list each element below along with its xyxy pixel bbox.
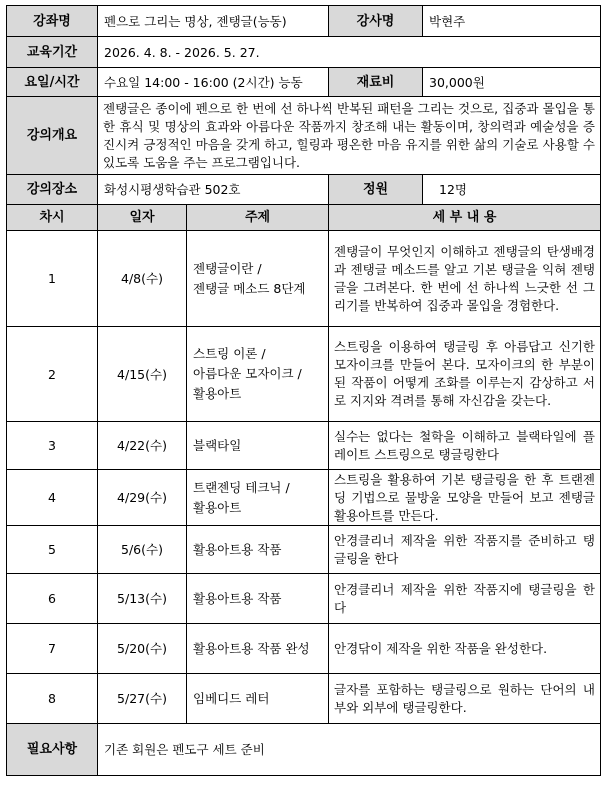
capacity-label: 정원 [329,175,423,205]
session-topic [187,422,329,470]
session-header: 차시 [7,205,98,231]
venue-row [7,175,601,205]
session-date: 4/15(수) [98,327,187,422]
course-info-table [6,5,601,776]
topic-header: 주제 [187,205,329,231]
schedule-row [7,624,601,674]
topic-line: 젠탱글 메소드 8단계 [193,280,306,296]
session-date: 4/29(수) [98,470,187,526]
session-detail: 스트링을 이용하여 탱글링 후 아름답고 신기한 모자이크를 만들어 본다. 모자이크의 한 부분이 된 작품이 어떻게 조화를 이루는지 감상하고 서로 지지와 격려를 통해 자신감을 갖는다. [329,327,601,422]
topic-line: 활용아트용 작품 [193,541,282,557]
schedule-row [7,327,601,422]
overview-row [7,97,601,175]
date-header: 일자 [98,205,187,231]
schedule-row [7,470,601,526]
schedule-row [7,422,601,470]
session-detail: 실수는 없다는 철학을 이해하고 블랙타일에 플레이트 스트링으로 탱글링한다 [329,422,601,470]
session-detail: 젠탱글이 무엇인지 이해하고 젠탱글의 탄생배경과 젠탱글 메소드를 알고 기본 탱글을 익혀 젠탱글을 그려본다. 한 번에 선 하나씩 느긋한 선 그리기를 반복하여 집중과 몰입을 경험한다. [329,231,601,327]
schedule-row [7,674,601,724]
course-name-label: 강좌명 [7,6,98,37]
session-topic [187,470,329,526]
topic-line: 임베디드 레터 [193,690,270,706]
course-plan-document [6,5,600,776]
venue-label: 강의장소 [7,175,98,205]
session-number: 1 [7,231,98,327]
session-number: 4 [7,470,98,526]
overview-text: 젠탱글은 종이에 펜으로 한 번에 선 하나씩 반복된 패턴을 그리는 것으로, 집중과 몰입을 통한 휴식 및 명상의 효과와 아름다운 작품까지 창조해 내는 활동이며, 창의력과 예술성을 증진시켜 긍정적인 마음을 갖게 하고, 힐링과 평온한 마음 유지를 위한 삶의 기술로 사용할 수 있도록 도움을 주는 프로그램입니다. [98,97,601,175]
instructor-label: 강사명 [329,6,423,37]
detail-header: 세 부 내 용 [329,205,601,231]
topic-line: 활용아트 [193,386,242,401]
requirements-text: 기존 회원은 펜도구 세트 준비 [98,724,601,776]
topic-line: 아름다운 모자이크 / [193,366,302,381]
topic-line: 스트링 이론 / [193,346,266,361]
session-topic [187,574,329,624]
time-label: 요일/시간 [7,68,98,97]
schedule-row [7,231,601,327]
session-date: 5/27(수) [98,674,187,724]
session-topic [187,674,329,724]
session-number: 7 [7,624,98,674]
session-date: 5/20(수) [98,624,187,674]
session-detail: 안경닦이 제작을 위한 작품을 완성한다. [329,624,601,674]
session-number: 6 [7,574,98,624]
session-number: 8 [7,674,98,724]
session-date: 5/13(수) [98,574,187,624]
period-row [7,37,601,68]
topic-line: 트랜젠딩 테크닉 / [193,479,290,495]
schedule-header-row [7,205,601,231]
session-number: 3 [7,422,98,470]
schedule-row [7,574,601,624]
course-name-value: 펜으로 그리는 명상, 젠탱글(능동) [98,6,329,37]
time-row [7,68,601,97]
topic-line: 블랙타일 [193,437,242,453]
session-number: 2 [7,327,98,422]
fee-value: 30,000원 [423,68,601,97]
session-date: 5/6(수) [98,526,187,574]
session-topic [187,624,329,674]
session-topic [187,526,329,574]
requirements-row [7,724,601,776]
period-value: 2026. 4. 8. - 2026. 5. 27. [98,37,601,68]
time-value: 수요일 14:00 - 16:00 (2시간) 능동 [98,68,329,97]
venue-value: 화성시평생학습관 502호 [98,175,329,205]
instructor-value: 박현주 [423,6,601,37]
topic-line: 젠탱글이란 / [193,260,262,276]
session-number: 5 [7,526,98,574]
session-date: 4/8(수) [98,231,187,327]
session-detail: 안경클리너 제작을 위한 작품지에 탱글링을 한다 [329,574,601,624]
session-topic [187,231,329,327]
topic-line: 활용아트용 작품 완성 [193,640,310,656]
fee-label: 재료비 [329,68,423,97]
session-detail: 스트링을 활용하여 기본 탱글링을 한 후 트랜젠딩 기법으로 물방울 모양을 만들어 보고 젠탱글 활용아트를 만든다. [329,470,601,526]
period-label: 교육기간 [7,37,98,68]
session-detail: 안경클리너 제작을 위한 작품지를 준비하고 탱글링을 한다 [329,526,601,574]
overview-label: 강의개요 [7,97,98,175]
course-name-row [7,6,601,37]
capacity-value: 12명 [423,175,601,205]
session-topic [187,327,329,422]
session-detail: 글자를 포함하는 탱글링으로 원하는 단어의 내부와 외부에 탱글링한다. [329,674,601,724]
session-date: 4/22(수) [98,422,187,470]
requirements-label: 필요사항 [7,724,98,776]
topic-line: 활용아트 [193,499,242,515]
topic-line: 활용아트용 작품 [193,590,282,606]
schedule-row [7,526,601,574]
